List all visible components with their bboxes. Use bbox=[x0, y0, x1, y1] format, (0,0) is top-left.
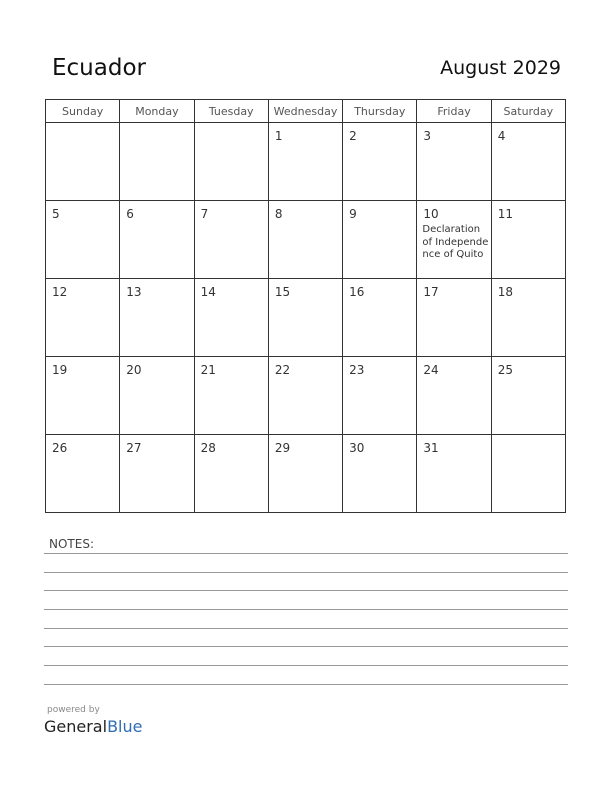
day-number: 27 bbox=[126, 441, 142, 455]
notes-line bbox=[44, 646, 568, 647]
notes-line bbox=[44, 609, 568, 610]
day-number: 8 bbox=[274, 207, 283, 221]
day-cell bbox=[343, 279, 417, 357]
day-number: 24 bbox=[423, 363, 439, 377]
day-number: 2 bbox=[349, 129, 357, 143]
weekday-header: Sunday bbox=[46, 100, 120, 123]
week-row bbox=[46, 279, 566, 357]
day-number: 10 bbox=[423, 207, 439, 221]
day-cell bbox=[268, 279, 342, 357]
day-number: 19 bbox=[52, 363, 68, 377]
day-number: 30 bbox=[349, 441, 365, 455]
day-cell bbox=[343, 357, 417, 435]
day-number: 13 bbox=[126, 285, 142, 299]
day-number: 20 bbox=[126, 363, 142, 377]
powered-by-text: powered by bbox=[47, 705, 100, 715]
day-number: 29 bbox=[274, 441, 291, 455]
week-row bbox=[46, 201, 566, 279]
notes-line bbox=[44, 590, 568, 591]
day-number: 26 bbox=[52, 441, 68, 455]
logo-blue: Blue bbox=[107, 717, 143, 736]
day-number: 18 bbox=[497, 285, 513, 299]
day-cell bbox=[268, 435, 342, 513]
day-cell bbox=[120, 123, 194, 201]
notes-line bbox=[44, 572, 568, 573]
day-cell bbox=[194, 357, 268, 435]
day-cell bbox=[343, 435, 417, 513]
day-number: 28 bbox=[200, 441, 216, 455]
day-cell bbox=[46, 357, 120, 435]
day-cell bbox=[268, 357, 342, 435]
notes-line bbox=[44, 684, 568, 685]
day-cell bbox=[120, 435, 194, 513]
day-cell bbox=[343, 201, 417, 279]
day-cell bbox=[417, 357, 491, 435]
day-cell bbox=[491, 279, 565, 357]
day-number: 9 bbox=[349, 207, 357, 221]
day-number: 14 bbox=[200, 285, 216, 299]
day-cell bbox=[491, 201, 565, 279]
weekday-header: Saturday bbox=[491, 100, 565, 123]
day-number: 7 bbox=[200, 207, 209, 221]
day-cell bbox=[417, 201, 491, 279]
day-cell bbox=[417, 435, 491, 513]
day-number: 11 bbox=[497, 207, 513, 221]
month-year-title: August 2029 bbox=[440, 57, 561, 79]
week-row bbox=[46, 357, 566, 435]
day-number: 3 bbox=[423, 129, 432, 143]
day-number: 15 bbox=[274, 285, 291, 299]
day-number: 31 bbox=[423, 441, 439, 455]
day-number: 25 bbox=[497, 363, 513, 377]
day-number: 16 bbox=[349, 285, 365, 299]
weekday-header: Monday bbox=[120, 100, 194, 123]
day-number: 5 bbox=[52, 207, 60, 221]
day-cell bbox=[491, 123, 565, 201]
weekday-header-row bbox=[46, 100, 566, 123]
notes-line bbox=[44, 553, 568, 554]
week-row bbox=[46, 123, 566, 201]
day-cell bbox=[120, 357, 194, 435]
day-cell bbox=[268, 123, 342, 201]
notes-line bbox=[44, 628, 568, 629]
day-cell bbox=[46, 123, 120, 201]
day-number: 6 bbox=[126, 207, 134, 221]
weekday-header: Wednesday bbox=[268, 100, 342, 123]
day-cell bbox=[491, 435, 565, 513]
week-row bbox=[46, 435, 566, 513]
day-number: 22 bbox=[274, 363, 291, 377]
day-cell bbox=[194, 279, 268, 357]
day-cell bbox=[491, 357, 565, 435]
day-number: 17 bbox=[423, 285, 439, 299]
day-cell bbox=[194, 201, 268, 279]
day-cell bbox=[194, 435, 268, 513]
calendar-grid bbox=[45, 99, 566, 513]
day-cell bbox=[417, 123, 491, 201]
notes-label: NOTES: bbox=[49, 537, 94, 551]
day-cell bbox=[46, 279, 120, 357]
weekday-header: Friday bbox=[417, 100, 491, 123]
day-cell bbox=[417, 279, 491, 357]
day-cell bbox=[46, 435, 120, 513]
day-number: 23 bbox=[349, 363, 365, 377]
day-cell bbox=[120, 279, 194, 357]
day-number: 1 bbox=[274, 129, 283, 143]
weekday-header: Tuesday bbox=[194, 100, 268, 123]
holiday-event: Declaration of Independence of Quito bbox=[422, 224, 489, 260]
day-number: 4 bbox=[497, 129, 506, 143]
logo-general: General bbox=[44, 717, 108, 736]
day-cell bbox=[343, 123, 417, 201]
day-number: 12 bbox=[52, 285, 68, 299]
day-cell bbox=[46, 201, 120, 279]
notes-line bbox=[44, 665, 568, 666]
weekday-header: Thursday bbox=[343, 100, 417, 123]
day-number: 21 bbox=[200, 363, 216, 377]
country-title: Ecuador bbox=[52, 55, 146, 81]
day-cell bbox=[268, 201, 342, 279]
day-cell bbox=[194, 123, 268, 201]
day-cell bbox=[120, 201, 194, 279]
generalblue-logo bbox=[44, 717, 142, 736]
